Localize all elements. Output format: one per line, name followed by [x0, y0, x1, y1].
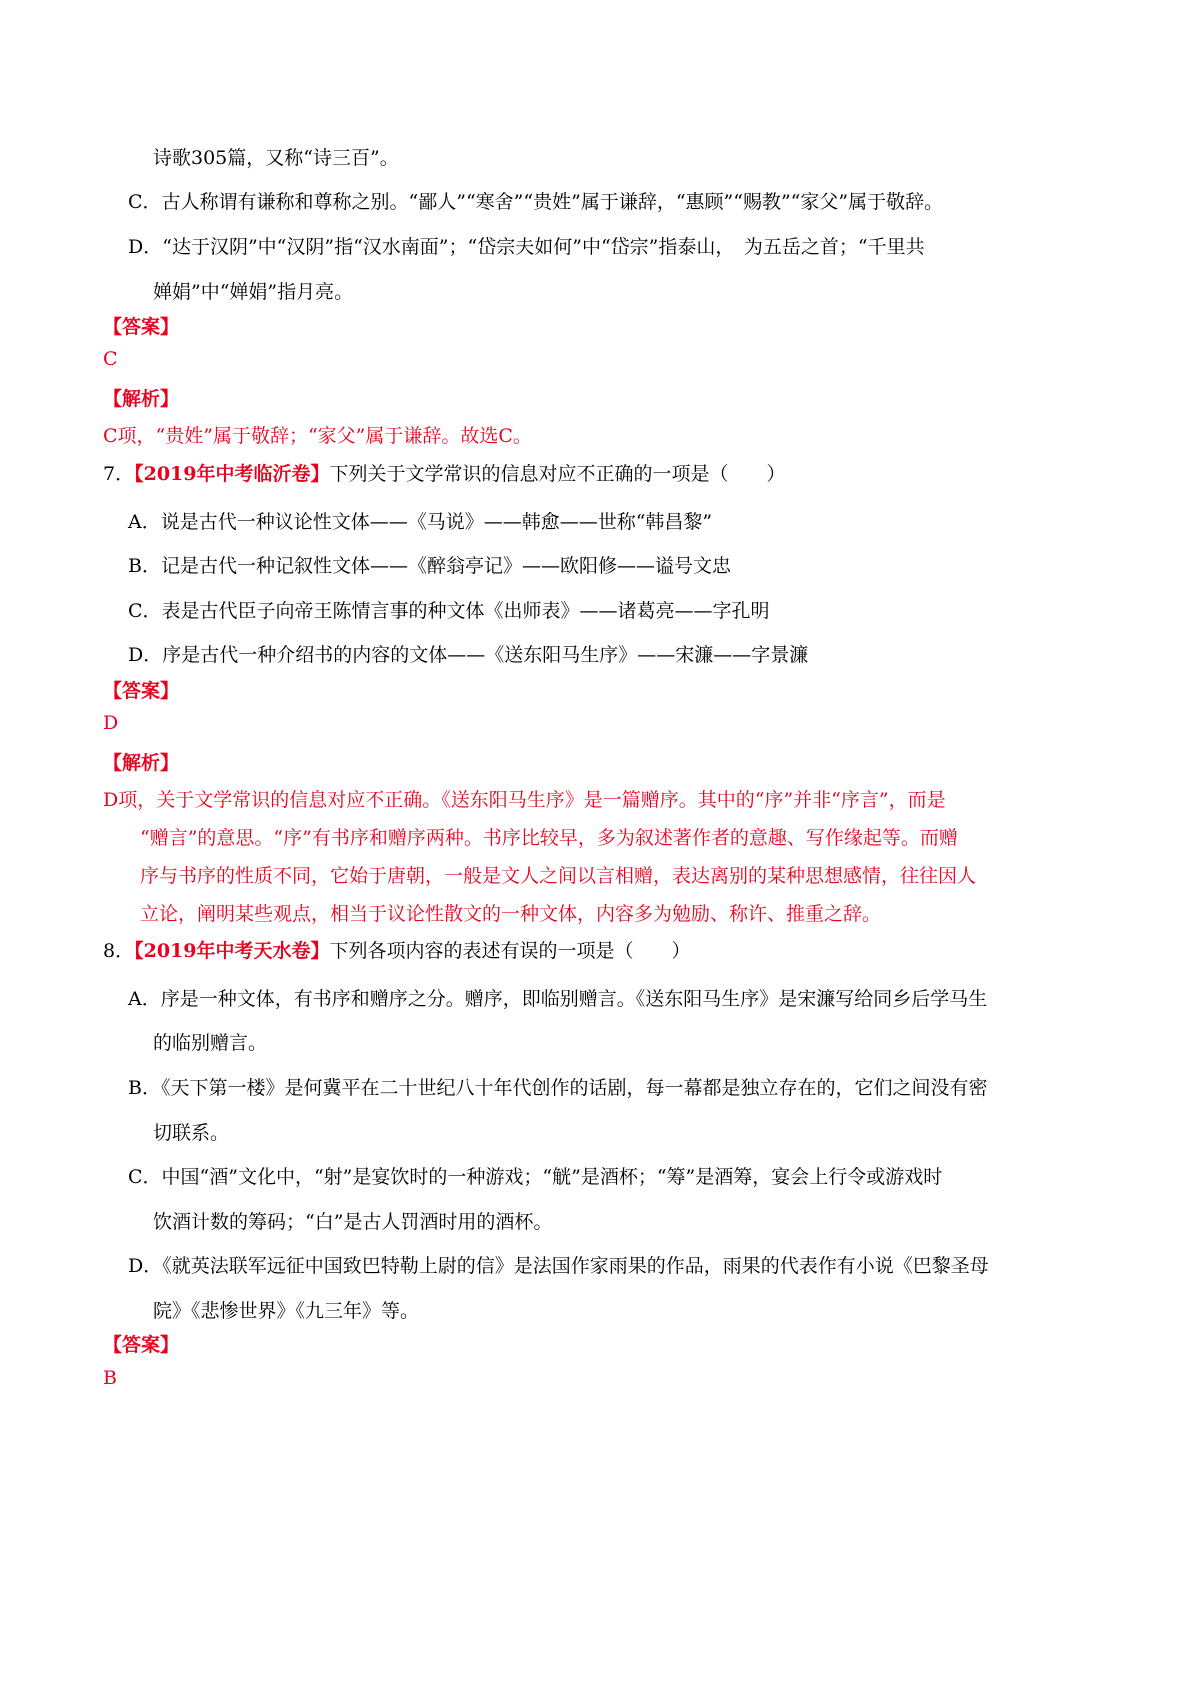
q7-number: 7． [103, 463, 135, 485]
q8-option-a-line1: A．序是一种文体，有书序和赠序之分。赠序，即临别赠言。《送东阳马生序》是宋濂写给同乡后学马生 [128, 988, 988, 1010]
q8-number: 8． [103, 940, 135, 962]
q7-option-a: A．说是古代一种议论性文体——《马说》——韩愈——世称“韩昌黎” [128, 511, 713, 533]
q7-analysis-line4: 立论，阐明某些观点，相当于议论性散文的一种文体，内容多为勉励、称许、推重之辞。 [140, 903, 882, 925]
q8-option-d-line1: D．《就英法联军远征中国致巴特勒上尉的信》是法国作家雨果的作品，雨果的代表作有小说《巴黎圣母 [128, 1255, 989, 1277]
q7-analysis-line2: “赠言”的意思。“序”有书序和赠序两种。书序比较早，多为叙述著作者的意趣、写作缘起等。而赠 [140, 827, 958, 849]
q8-stem: 下列各项内容的表述有误的一项是（ ） [329, 940, 691, 962]
q8-source: 【2019年中考天水卷】 [134, 940, 330, 962]
q6-analysis-label: 【解析】 [103, 388, 180, 410]
q6-option-d-line1: D．“达于汉阴”中“汉阴”指“汉水南面”；“岱宗夫如何”中“岱宗”指泰山， 为五岳之首；“千里共 [128, 236, 925, 258]
q6-option-d-line2: 婵娟”中“婵娟”指月亮。 [153, 281, 354, 303]
q8-answer-label: 【答案】 [103, 1334, 180, 1356]
q6-analysis: C项，“贵姓”属于敬辞；“家父”属于谦辞。故选C。 [103, 425, 532, 447]
q6-answer: C [103, 348, 118, 370]
q8-option-c-line1: C．中国“酒”文化中，“射”是宴饮时的一种游戏；“觥”是酒杯；“筹”是酒筹，宴会上行令或游戏时 [128, 1166, 943, 1188]
q8-option-c-line2: 饮酒计数的筹码；“白”是古人罚酒时用的酒杯。 [153, 1211, 553, 1233]
q7-analysis-line3: 序与书序的性质不同，它始于唐朝，一般是文人之间以言相赠，表达离别的某种思想感情，往往因人 [140, 865, 977, 887]
q7-answer-label: 【答案】 [103, 680, 180, 702]
q6-answer-label: 【答案】 [103, 316, 180, 338]
q7-option-c: C．表是古代臣子向帝王陈情言事的种文体《出师表》——诸葛亮——字孔明 [128, 600, 770, 622]
q8-option-a-line2: 的临别赠言。 [153, 1032, 268, 1054]
q7-stem-line [103, 459, 786, 486]
q8-answer: B [103, 1367, 117, 1389]
q6-option-a-continuation: 诗歌305篇，又称“诗三百”。 [153, 147, 399, 169]
q7-option-d: D．序是古代一种介绍书的内容的文体——《送东阳马生序》——宋濂——字景濂 [128, 644, 809, 666]
q8-option-d-line2: 院》《悲惨世界》《九三年》等。 [153, 1300, 420, 1322]
q7-option-b: B．记是古代一种记叙性文体——《醉翁亭记》——欧阳修——谥号文忠 [128, 555, 731, 577]
q7-answer: D [103, 712, 119, 734]
q8-option-b-line2: 切联系。 [153, 1122, 230, 1144]
q7-analysis-line1: D项，关于文学常识的信息对应不正确。《送东阳马生序》是一篇赠序。其中的“序”并非“序言”，而是 [103, 789, 946, 811]
q7-stem: 下列关于文学常识的信息对应不正确的一项是（ ） [329, 463, 786, 485]
q6-option-c: C．古人称谓有谦称和尊称之别。“鄙人”“寒舍”“贵姓”属于谦辞，“惠顾”“赐教”“家父”属于敬辞。 [128, 191, 944, 213]
q8-option-b-line1: B．《天下第一楼》是何冀平在二十世纪八十年代创作的话剧，每一幕都是独立存在的，它们之间没有密 [128, 1077, 988, 1099]
q7-analysis-label: 【解析】 [103, 752, 180, 774]
q7-source: 【2019年中考临沂卷】 [134, 463, 330, 485]
q8-stem-line [103, 936, 691, 963]
